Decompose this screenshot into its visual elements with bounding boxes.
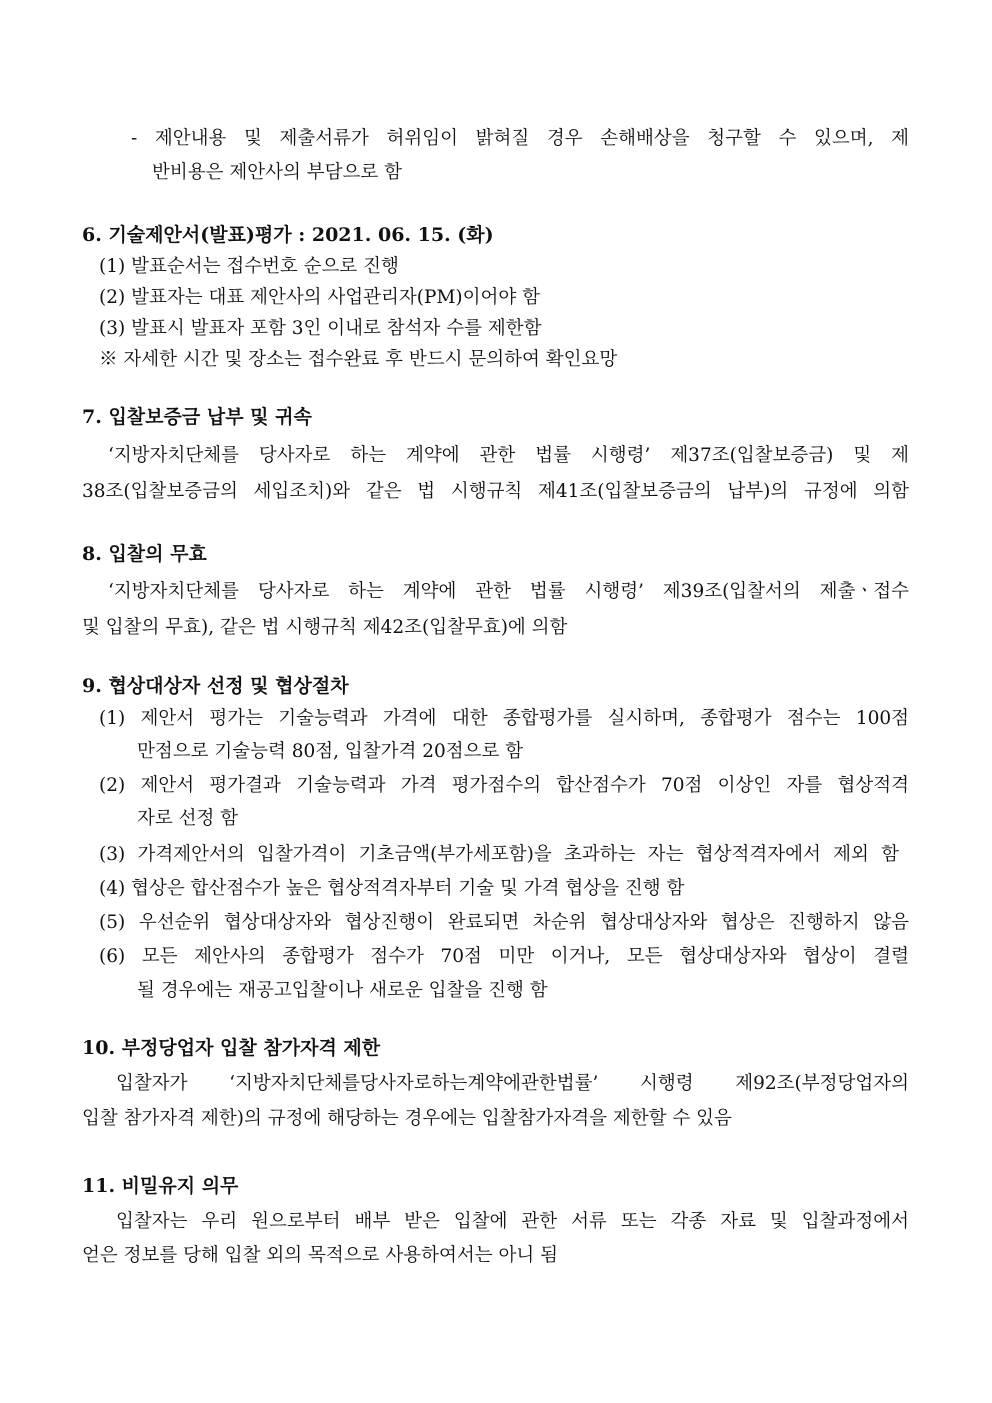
section7-heading: 7. 입찰보증금 납부 및 귀속	[82, 406, 312, 428]
intro-bullet-line1: - 제안내용 및 제출서류가 허위임이 밝혀질 경우 손해배상을 청구할 수 있으며, 제	[131, 128, 909, 149]
section8-heading: 8. 입찰의 무효	[82, 543, 207, 565]
section9-item2-line2: 자로 선정 함	[137, 808, 239, 829]
section7-line2: 38조(입찰보증금의 세입조치)와 같은 법 시행규칙 제41조(입찰보증금의 납부)의 규정에 의함	[82, 481, 909, 502]
section9-item2-line1: (2) 제안서 평가결과 기술능력과 가격 평가점수의 합산점수가 70점 이상인 자를 협상적격	[99, 775, 909, 796]
section9-item1-line2: 만점으로 기술능력 80점, 입찰가격 20점으로 함	[137, 741, 524, 762]
section6-item-1: (1) 발표순서는 접수번호 순으로 진행	[99, 256, 399, 277]
section9-item5: (5) 우선순위 협상대상자와 협상진행이 완료되면 차순위 협상대상자와 협상은 진행하지 않음	[99, 912, 909, 933]
section9-item3: (3) 가격제안서의 입찰가격이 기초금액(부가세포함)을 초과하는 자는 협상적격자에서 제외 함	[99, 844, 899, 865]
section9-item1-line1: (1) 제안서 평가는 기술능력과 가격에 대한 종합평가를 실시하며, 종합평가 점수는 100점	[99, 708, 909, 729]
section6-item-2: (2) 발표자는 대표 제안사의 사업관리자(PM)이어야 함	[99, 287, 540, 308]
section10-heading: 10. 부정당업자 입찰 참가자격 제한	[82, 1037, 381, 1059]
section6-note: ※ 자세한 시간 및 장소는 접수완료 후 반드시 문의하여 확인요망	[99, 349, 618, 370]
section11-line1: 입찰자는 우리 원으로부터 배부 받은 입찰에 관한 서류 또는 각종 자료 및 입찰과정에서	[116, 1211, 909, 1232]
section10-line1: 입찰자가 ‘지방자치단체를당사자로하는계약에관한법률’ 시행령 제92조(부정당업자의	[116, 1073, 909, 1094]
intro-bullet-line2: 반비용은 제안사의 부담으로 함	[152, 162, 402, 183]
section10-line2: 입찰 참가자격 제한)의 규정에 해당하는 경우에는 입찰참가자격을 제한할 수 있음	[82, 1108, 732, 1129]
section11-line2: 얻은 정보를 당해 입찰 외의 목적으로 사용하여서는 아니 됨	[82, 1245, 558, 1266]
section9-item6-line2: 될 경우에는 재공고입찰이나 새로운 입찰을 진행 함	[137, 980, 548, 1001]
section6-heading: 6. 기술제안서(발표)평가 : 2021. 06. 15. (화)	[82, 224, 494, 246]
section8-line1: ‘지방자치단체를 당사자로 하는 계약에 관한 법률 시행령’ 제39조(입찰서의 제출ㆍ접수	[108, 581, 909, 602]
section9-item4: (4) 협상은 합산점수가 높은 협상적격자부터 기술 및 가격 협상을 진행 함	[99, 878, 685, 899]
section8-line2: 및 입찰의 무효), 같은 법 시행규칙 제42조(입찰무효)에 의함	[82, 617, 568, 638]
section9-heading: 9. 협상대상자 선정 및 협상절차	[82, 675, 349, 697]
section7-line1: ‘지방자치단체를 당사자로 하는 계약에 관한 법률 시행령’ 제37조(입찰보증금) 및 제	[108, 445, 909, 466]
section11-heading: 11. 비밀유지 의무	[82, 1175, 239, 1197]
section9-item6-line1: (6) 모든 제안사의 종합평가 점수가 70점 미만 이거나, 모든 협상대상자와 협상이 결렬	[99, 946, 909, 967]
section6-item-3: (3) 발표시 발표자 포함 3인 이내로 참석자 수를 제한함	[99, 318, 542, 339]
